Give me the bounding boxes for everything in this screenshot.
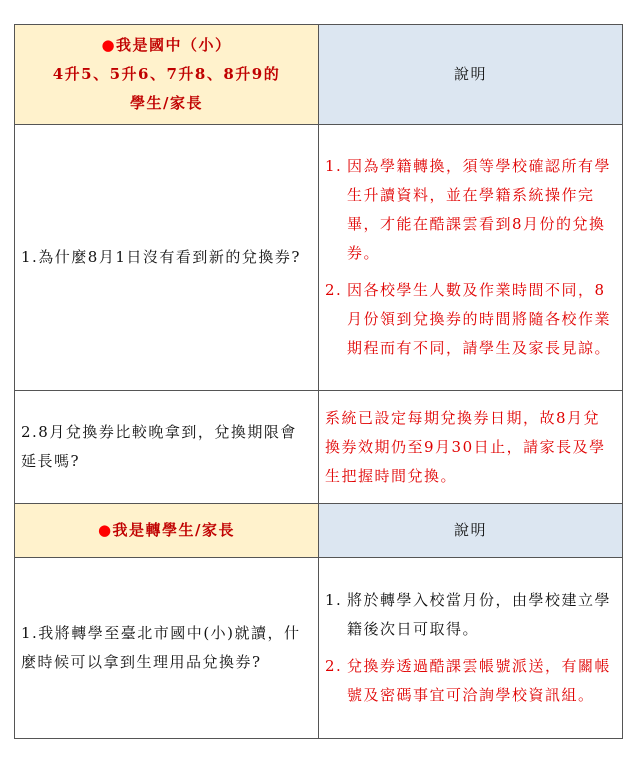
- section1-q1-answer: [319, 125, 623, 391]
- section1-q1-answer-item: 2. 因各校學生人數及作業時間不同，8月份領到兌換券的時間將隨各校作業期程而有不同，請學生及家長見諒。: [325, 281, 612, 357]
- section1-q2-answer: 系統已設定每期兌換券日期，故8月兌換券效期仍至9月30日止，請家長及學生把握時間兌換。: [319, 391, 623, 504]
- section2-q1-answer-item: 2. 兌換券透過酷課雲帳號派送，有關帳號及密碼事宜可洽詢學校資訊組。: [325, 657, 612, 704]
- section2-header-explain: 說明: [319, 504, 623, 558]
- section1-header-row: [15, 25, 623, 125]
- section2-header: [15, 504, 319, 558]
- section2-header-row: [15, 504, 623, 558]
- section1-q1-answer-item: 1. 因為學籍轉換，須等學校確認所有學生升讀資料，並在學籍系統操作完畢，才能在酷課雲看到8月份的兌換券。: [325, 157, 612, 262]
- section1-header-line3: 學生/家長: [130, 94, 203, 112]
- section1-header-line2: 4升5、5升6、7升8、8升9的: [52, 65, 281, 83]
- section1-header: [15, 25, 319, 125]
- section1-q1-question: 1.為什麼8月1日沒有看到新的兌換券?: [15, 125, 319, 391]
- section2-q1-question: 1.我將轉學至臺北市國中(小)就讀，什麼時候可以拿到生理用品兌換券?: [15, 558, 319, 739]
- section2-q1-answer-item: 1. 將於轉學入校當月份，由學校建立學籍後次日可取得。: [325, 591, 612, 638]
- section1-q1-row: [15, 125, 623, 391]
- section1-q2-question: 2.8月兌換券比較晚拿到，兌換期限會延長嗎?: [15, 391, 319, 504]
- section1-q2-row: [15, 391, 623, 504]
- faq-table: [14, 24, 623, 739]
- red-dot-icon: ●: [97, 521, 113, 539]
- section2-header-text: 我是轉學生/家長: [112, 521, 236, 539]
- section1-header-line1: 我是國中（小）: [116, 36, 232, 54]
- red-dot-icon: ●: [101, 36, 117, 54]
- section2-q1-answer: [319, 558, 623, 739]
- section1-header-explain: 說明: [319, 25, 623, 125]
- section2-q1-row: [15, 558, 623, 739]
